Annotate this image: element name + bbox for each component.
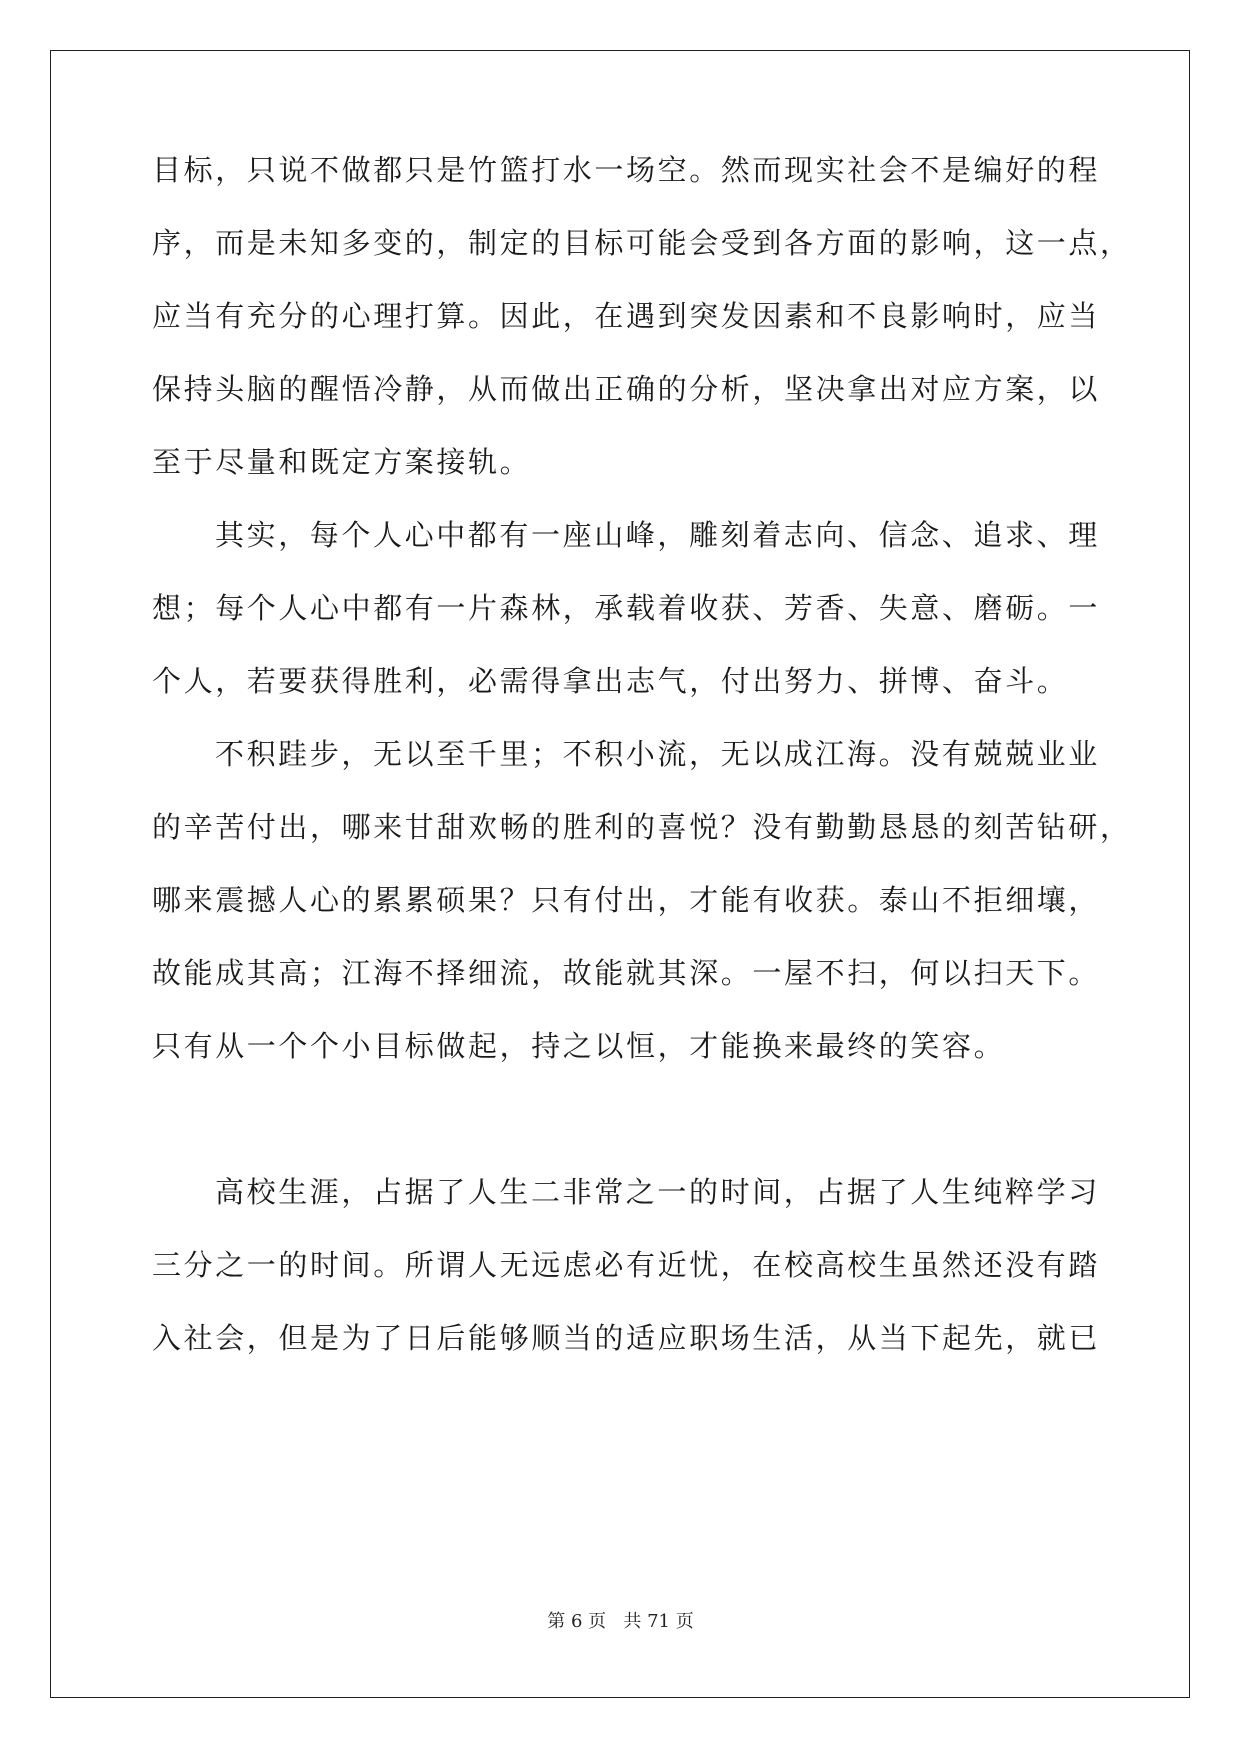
text-line: 其实，每个人心中都有一座山峰，雕刻着志向、信念、追求、理	[215, 518, 1100, 552]
text-line: 入社会，但是为了日后能够顺当的适应职场生活，从当下起先，就已	[152, 1321, 1101, 1355]
text-line: 想；每个人心中都有一片森林，承载着收获、芳香、失意、磨砺。一	[152, 591, 1101, 625]
text-line: 保持头脑的醒悟冷静，从而做出正确的分析，坚决拿出对应方案，以	[152, 372, 1101, 406]
page-total: 共 71 页	[623, 1611, 694, 1632]
text-line: 不积跬步，无以至千里；不积小流，无以成江海。没有兢兢业业	[215, 737, 1100, 771]
text-line: 故能成其高；江海不择细流，故能就其深。一屋不扫，何以扫天下。	[152, 956, 1101, 990]
text-line: 序，而是未知多变的，制定的目标可能会受到各方面的影响，这一点，	[152, 226, 1132, 260]
text-line: 哪来震撼人心的累累硕果？只有付出，才能有收获。泰山不拒细壤，	[152, 883, 1101, 917]
document-body	[152, 0, 1132, 1754]
text-line: 目标，只说不做都只是竹篮打水一场空。然而现实社会不是编好的程	[152, 153, 1101, 187]
text-line: 至于尽量和既定方案接轨。	[152, 445, 532, 479]
page-number: 第 6 页	[547, 1611, 607, 1632]
text-line: 三分之一的时间。所谓人无远虑必有近忧，在校高校生虽然还没有踏	[152, 1248, 1101, 1282]
text-line: 高校生涯，占据了人生二非常之一的时间，占据了人生纯粹学习	[215, 1175, 1100, 1209]
text-line: 个人，若要获得胜利，必需得拿出志气，付出努力、拼博、奋斗。	[152, 664, 1069, 698]
text-line: 只有从一个个小目标做起，持之以恒，才能换来最终的笑容。	[152, 1029, 1006, 1063]
text-line: 应当有充分的心理打算。因此，在遇到突发因素和不良影响时，应当	[152, 299, 1101, 333]
page-footer	[0, 1607, 1241, 1633]
text-line: 的辛苦付出，哪来甘甜欢畅的胜利的喜悦？没有勤勤恳恳的刻苦钻研，	[152, 810, 1132, 844]
